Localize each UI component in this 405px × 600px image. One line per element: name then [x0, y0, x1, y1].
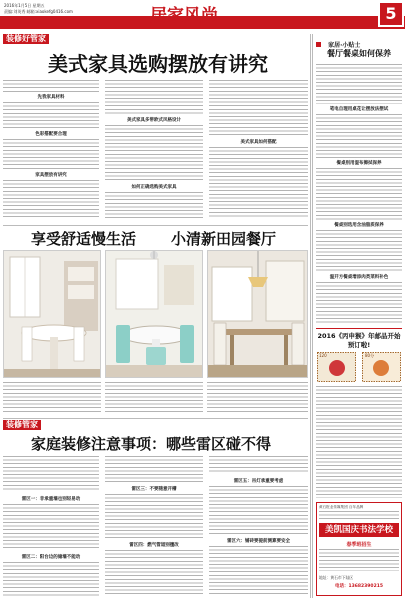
stamp-image	[317, 352, 401, 382]
caption-1	[3, 382, 101, 412]
masthead	[0, 0, 405, 30]
article-column-3	[209, 80, 308, 220]
page-number: 5	[378, 1, 404, 27]
section-divider	[3, 225, 308, 226]
article-dining	[3, 228, 308, 418]
subhead: 先我家具材料	[37, 95, 65, 100]
sidebar-subhead: 笔电自理用桌花让摆放法摆试	[329, 107, 389, 112]
subhead: 色彩搭配要合理	[35, 132, 67, 137]
section-title: 居家风尚	[150, 6, 218, 26]
sidebar-title: 餐厅餐桌如何保养	[327, 49, 391, 58]
ad-phone: 电话：13682390215	[335, 584, 383, 589]
article-headline: 美式家具选购摆放有讲究	[48, 52, 268, 76]
subhead: 美式家具如何搭配	[240, 140, 277, 145]
subhead: 雷区一：非承重墙也别轻易动	[21, 497, 81, 502]
stamp-title: 2016《丙申猴》年邮品开始预订啦!	[317, 332, 401, 349]
sidebar-subhead: 餐桌别选用含油脂质保养	[334, 223, 384, 228]
column-divider	[310, 34, 311, 598]
article-remodel	[3, 420, 308, 598]
stamp-value-1: 120	[319, 353, 327, 358]
remodel-column-3	[209, 456, 308, 596]
ad-line: 地址：黄石市下陆区	[319, 575, 354, 580]
section-label: 装修管家	[3, 420, 41, 430]
school-ad[interactable]	[316, 502, 402, 596]
sidebar-label-text: 家居·小贴士	[328, 42, 361, 49]
sidebar-divider	[316, 328, 402, 329]
dining-photo-1	[3, 250, 101, 378]
article-furniture	[3, 34, 308, 224]
dining-photo-2	[105, 250, 203, 378]
remodel-column-1	[3, 456, 99, 596]
dining-headline-a: 享受舒适慢生活	[31, 230, 137, 248]
subhead: 雷区三：不要随意开槽	[131, 487, 177, 492]
caption-2	[105, 382, 203, 412]
subhead: 雷区二：阳台边的储墙不能动	[21, 555, 81, 560]
article-column-2	[105, 80, 203, 220]
stamp-value-2: 80分	[365, 353, 375, 358]
date-line: 2016年1月5日 星期五	[4, 3, 45, 8]
subhead: 雷区六：铺砖要提前测算要安全	[227, 539, 290, 544]
ad-line: 春季班招生	[346, 542, 372, 548]
remodel-column-2	[105, 456, 203, 596]
dining-headline-b: 小清新田园餐厅	[171, 230, 277, 248]
sidebar-subhead: 温开方餐桌增添肉类菜料补色	[329, 275, 389, 280]
caption-3	[207, 382, 308, 412]
editor-line: 责编:刘英秀 邮箱:xiaokefg0416.com	[4, 9, 73, 14]
subhead: 如何正确选购美式家具	[131, 185, 177, 190]
subhead: 家具摆放有讲究	[35, 173, 67, 178]
remodel-headline: 家庭装修注意事项：哪些雷区碰不得	[31, 435, 272, 453]
subhead: 雷区五：吊灯承重要考虑	[233, 479, 284, 484]
section-divider	[3, 418, 308, 419]
square-icon	[316, 42, 321, 47]
ad-top-line: 黄石报业传媒集团 百年品牌	[319, 505, 364, 509]
ad-name: 美凯国庆书法学校	[319, 523, 399, 537]
subhead: 雷区四：燃气管道别擅改	[129, 543, 179, 548]
subhead: 美式家具多带欧式风格设计	[127, 118, 181, 123]
dining-photo-3	[207, 250, 308, 378]
sidebar	[312, 34, 402, 598]
section-label: 装修好管家	[3, 34, 49, 44]
article-column-1	[3, 80, 99, 220]
sidebar-subhead: 餐桌别用湿布擦拭保养	[336, 161, 382, 166]
